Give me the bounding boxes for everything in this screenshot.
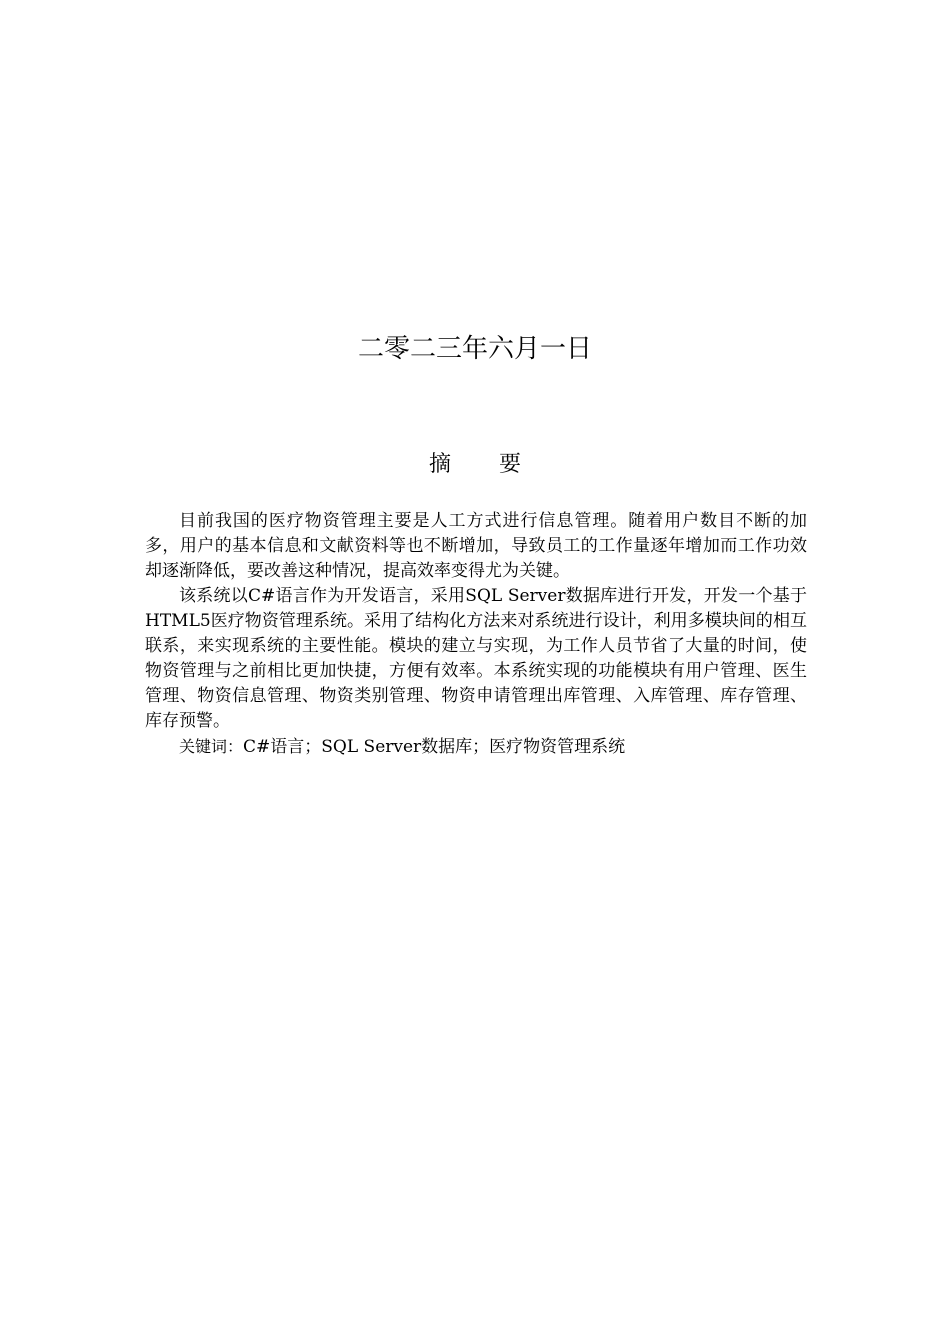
date-line: 二零二三年六月一日 (357, 334, 592, 364)
keywords-text: C#语言；SQL Server数据库；医疗物资管理系统 (243, 737, 626, 757)
keywords-line (145, 734, 807, 760)
abstract-body (145, 509, 807, 760)
abstract-paragraph-2: 该系统以C#语言作为开发语言，采用SQL Server数据库进行开发，开发一个基于HTML5医疗物资管理系统。采用了结构化方法来对系统进行设计，利用多模块间的相互联系，来实现系统的主要性能。模块的建立与实现，为工作人员节省了大量的时间，使物资管理与之前相比更加快捷，方便有效率。本系统实现的功能模块有用户管理、医生管理、物资信息管理、物资类别管理、物资申请管理出库管理、入库管理、库存管理、库存预警。 (145, 586, 807, 731)
keywords-label: 关键词： (179, 737, 244, 756)
abstract-paragraph-1: 目前我国的医疗物资管理主要是人工方式进行信息管理。随着用户数目不断的加多，用户的基本信息和文献资料等也不断增加，导致员工的工作量逐年增加而工作功效却逐渐降低，要改善这种情况，提高效率变得尤为关键。 (145, 511, 807, 581)
abstract-heading: 摘要 (428, 452, 569, 477)
